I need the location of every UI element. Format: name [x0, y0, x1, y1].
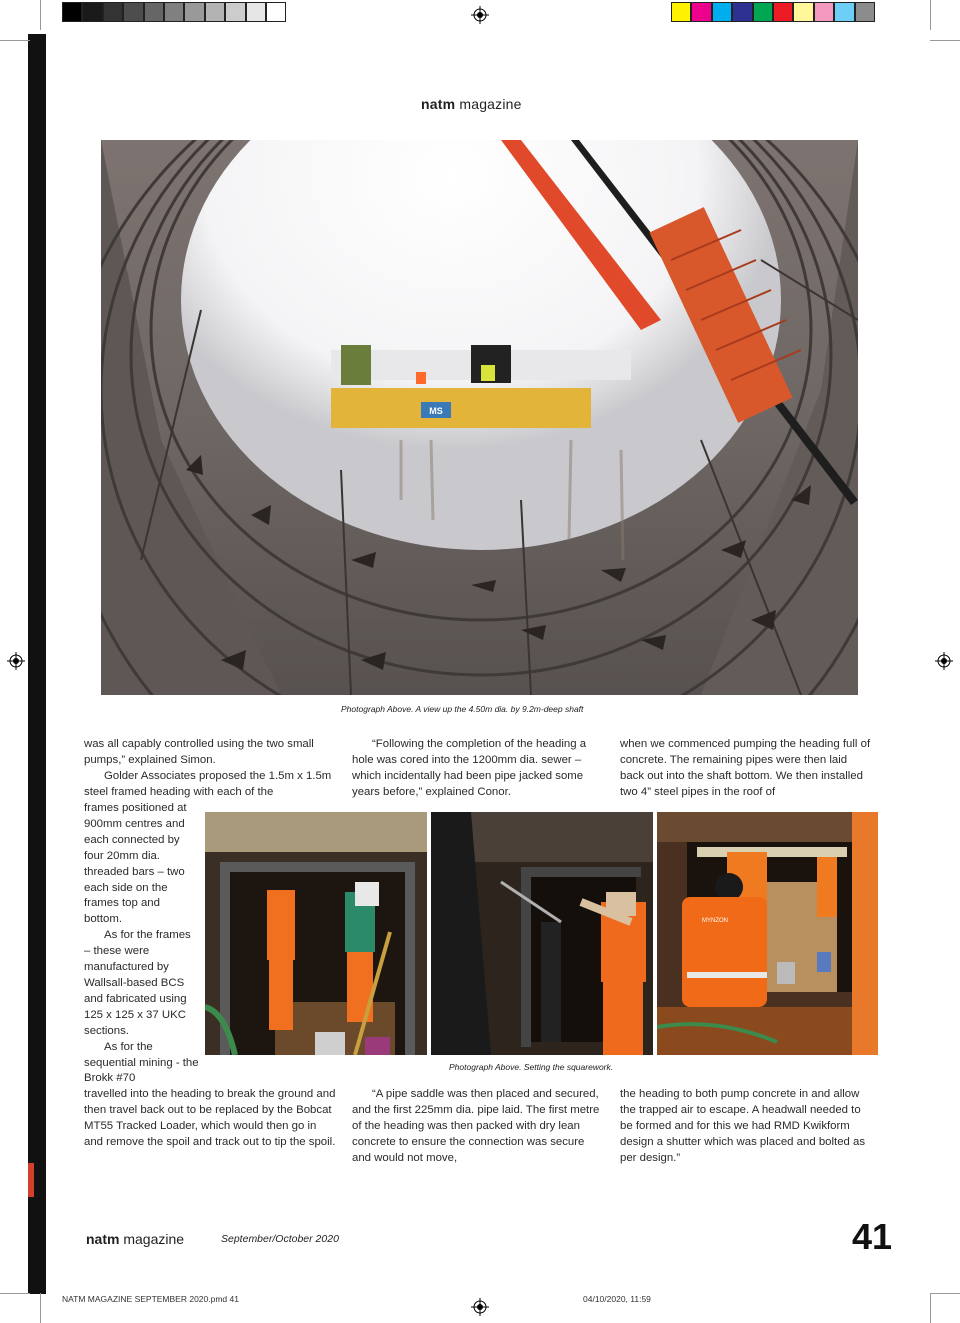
color-swatch: [225, 2, 245, 22]
color-swatch: [184, 2, 204, 22]
issue-date: September/October 2020: [221, 1233, 339, 1245]
color-swatch: [773, 2, 793, 22]
plate-logo-text: MS: [429, 406, 443, 416]
color-swatch: [712, 2, 732, 22]
color-swatch: [855, 2, 875, 22]
crop-mark: [0, 1293, 30, 1294]
color-swatch: [671, 2, 691, 22]
column-1-bottom: [84, 1087, 336, 1151]
color-swatch: [164, 2, 184, 22]
registration-mark-icon: [471, 6, 489, 24]
squarework-photo-caption: Photograph Above. Setting the squarework.: [449, 1062, 614, 1072]
paragraph: frames positioned at 900mm centres and each connected by four 20mm dia. threaded bars – two each side on the frames top and bottom.: [84, 802, 187, 926]
paragraph: As for the sequential mining - the Brokk #70: [84, 1040, 199, 1085]
paragraph: As for the frames – these were manufactured by Wallsall-based BCS and fabricated using 125 x 125 x 37 UKC sections.: [84, 929, 191, 1037]
crop-mark: [40, 0, 41, 30]
paragraph: the heading to both pump concrete in and allow the trapped air to escape. A headwall needed to be formed and for this we had RMD Kwikform design a shutter which was placed and bolted as per design.”: [620, 1088, 866, 1164]
color-swatch: [753, 2, 773, 22]
column-2-bottom: [352, 1087, 604, 1167]
paragraph: “A pipe saddle was then placed and secured, and the first 225mm dia. pipe laid. The first metre of the heading was then packed with dry lean concrete to ensure the connection was secure and would not move,: [352, 1088, 600, 1164]
column-3-top: [620, 737, 872, 801]
column-1-narrow: [84, 801, 199, 1087]
registration-mark-icon: [7, 652, 25, 670]
color-swatch: [266, 2, 286, 22]
crop-mark: [930, 0, 931, 30]
paragraph: travelled into the heading to break the ground and then travel back out to be replaced by the Bobcat MT55 Tracked Loader, which would then go in and remove the spoil and track out to tip the spoil.: [84, 1088, 336, 1148]
color-swatch: [246, 2, 266, 22]
masthead: natm magazine: [421, 96, 522, 112]
registration-mark-icon: [471, 1298, 489, 1316]
color-swatch: [691, 2, 711, 22]
column-3-bottom: [620, 1087, 872, 1167]
paragraph: was all capably controlled using the two small pumps,” explained Simon.: [84, 738, 314, 766]
registration-mark-icon: [935, 652, 953, 670]
shaft-photo: [101, 140, 858, 695]
crop-mark: [930, 40, 960, 41]
color-swatch: [123, 2, 143, 22]
slug-timestamp: 04/10/2020, 11:59: [583, 1294, 651, 1304]
color-swatch: [793, 2, 813, 22]
page-number: 41: [852, 1216, 893, 1257]
color-swatch: [103, 2, 123, 22]
crop-mark: [0, 40, 30, 41]
paragraph: “Following the completion of the heading a hole was cored into the 1200mm dia. sewer – which incidentally had been pipe jacked some years before,” explained Conor.: [352, 738, 587, 798]
paragraph: Golder Associates proposed the 1.5m x 1.5m steel framed heading with each of the: [84, 769, 332, 798]
color-swatch: [205, 2, 225, 22]
color-swatch: [144, 2, 164, 22]
squarework-photo-3: [657, 812, 878, 1055]
squarework-photo-2: [431, 812, 653, 1055]
squarework-photo-1: [205, 812, 427, 1055]
color-swatch: [732, 2, 752, 22]
left-margin-bar: [28, 34, 46, 1294]
color-swatch: [62, 2, 82, 22]
slug-filename: NATM MAGAZINE SEPTEMBER 2020.pmd 41: [62, 1294, 239, 1304]
color-swatch: [82, 2, 102, 22]
crop-mark: [930, 1293, 960, 1294]
color-swatch: [834, 2, 854, 22]
crop-mark: [40, 1293, 41, 1323]
color-swatch: [814, 2, 834, 22]
column-1-top: [84, 737, 336, 801]
jacket-text: MYNZON: [702, 918, 728, 924]
shaft-photo-caption: Photograph Above. A view up the 4.50m dia. by 9.2m-deep shaft: [341, 704, 584, 714]
column-2-top: [352, 737, 604, 801]
left-margin-red-tab: [28, 1163, 34, 1197]
footer-masthead: natm magazine: [86, 1231, 185, 1247]
crop-mark: [930, 1293, 931, 1323]
paragraph: when we commenced pumping the heading full of concrete. The remaining pipes were then laid back out into the shaft bottom. We then installed two 4” steel pipes in the roof of: [620, 738, 871, 798]
